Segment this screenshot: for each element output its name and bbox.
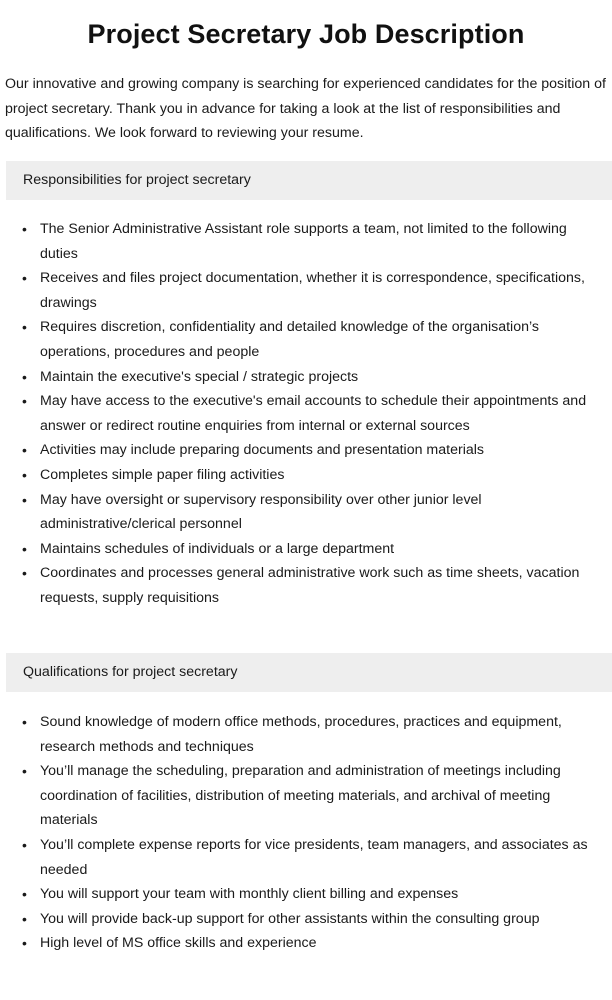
list-item [0, 438, 612, 463]
list-item [0, 389, 612, 438]
bullet-icon: • [22, 540, 27, 557]
list-item-text: May have oversight or supervisory responsibility over other junior level administrative/clerical personnel [40, 491, 482, 533]
list-item [0, 488, 612, 537]
list-item-text: You will provide back-up support for other assistants within the consulting group [40, 910, 540, 927]
bullet-icon: • [22, 935, 27, 952]
responsibilities-list [0, 217, 612, 611]
list-item-text: You will support your team with monthly client billing and expenses [40, 886, 459, 903]
list-item [0, 759, 612, 833]
bullet-icon: • [22, 466, 27, 483]
bullet-icon: • [22, 368, 27, 385]
list-item [0, 882, 612, 907]
bullet-icon: • [22, 319, 27, 336]
qualifications-list [0, 710, 612, 956]
list-item-text: Coordinates and processes general administrative work such as time sheets, vacation requests, supply requisitions [40, 565, 580, 606]
list-item [0, 907, 612, 932]
list-item [0, 833, 612, 882]
list-item [0, 710, 612, 759]
list-item [0, 217, 612, 266]
bullet-icon: • [22, 393, 27, 410]
qualifications-heading: Qualifications for project secretary [6, 653, 612, 692]
bullet-icon: • [22, 763, 27, 780]
list-item-text: Requires discretion, confidentiality and detailed knowledge of the organisation’s operations, procedures and people [40, 319, 539, 360]
bullet-icon: • [22, 714, 27, 730]
list-item [0, 537, 612, 562]
list-item-text: You’ll manage the scheduling, preparation and administration of meetings including coordination of facilities, distribution of meeting materials, and archival of meeting materials [40, 763, 561, 829]
bullet-icon: • [22, 491, 27, 508]
list-item [0, 365, 612, 390]
page-title: Project Secretary Job Description [87, 19, 525, 49]
list-item-text: Receives and files project documentation, whether it is correspondence, specifications, drawings [40, 270, 585, 311]
list-item [0, 463, 612, 488]
bullet-icon: • [22, 442, 27, 459]
list-item [0, 315, 612, 364]
list-item-text: Activities may include preparing documents and presentation materials [40, 442, 484, 459]
list-item [0, 931, 612, 956]
bullet-icon: • [22, 886, 27, 903]
list-item-text: Maintains schedules of individuals or a large department [40, 540, 395, 557]
bullet-icon: • [22, 565, 27, 582]
list-item-text: May have access to the executive's email accounts to schedule their appointments and answer or redirect routine enquiries from internal or external sources [40, 393, 587, 434]
list-item [0, 266, 612, 315]
list-item-text: High level of MS office skills and experience [40, 935, 317, 952]
list-item-text: The Senior Administrative Assistant role supports a team, not limited to the following duties [40, 221, 567, 262]
bullet-icon: • [22, 270, 27, 287]
list-item-text: Sound knowledge of modern office methods, procedures, practices and equipment, research methods and techniques [40, 714, 562, 755]
list-item [0, 561, 612, 610]
responsibilities-heading: Responsibilities for project secretary [6, 161, 612, 200]
list-item-text: Completes simple paper filing activities [40, 466, 285, 483]
bullet-icon: • [22, 221, 27, 237]
list-item-text: You’ll complete expense reports for vice presidents, team managers, and associates as needed [40, 836, 588, 878]
list-item-text: Maintain the executive's special / strategic projects [40, 368, 359, 385]
bullet-icon: • [22, 910, 27, 927]
intro-paragraph: Our innovative and growing company is searching for experienced candidates for the position of project secretary. Thank you in advance for taking a look at the list of responsibilities and qualifications. We look forward to reviewing your resume. [5, 76, 606, 141]
bullet-icon: • [22, 836, 27, 853]
